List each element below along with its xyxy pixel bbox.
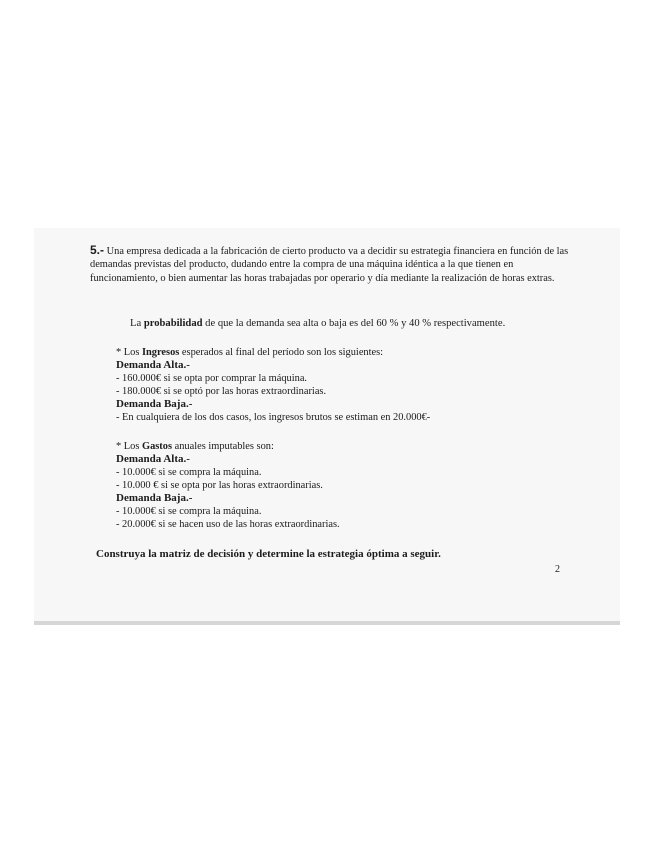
ingresos-baja-item: - En cualquiera de los dos casos, los ingresos brutos se estiman en 20.000€- (116, 412, 431, 423)
gastos-alta-item: - 10.000€ si se compra la máquina. (116, 467, 262, 478)
ingresos-lead-b: esperados al final del período son los siguientes: (179, 347, 384, 358)
gastos-lead (116, 440, 340, 453)
gastos-lead-b: anuales imputables son: (172, 441, 274, 452)
gastos-baja-item: - 10.000€ si se compra la máquina. (116, 506, 262, 517)
ingresos-baja-header: Demanda Baja.- (116, 398, 193, 410)
probability-text-a: La (130, 318, 144, 329)
problem-number: 5.- (90, 243, 105, 257)
problem-statement (90, 244, 570, 285)
gastos-baja-header: Demanda Baja.- (116, 492, 193, 504)
ingresos-lead-a: * Los (116, 347, 142, 358)
page-number: 2 (555, 564, 560, 575)
ingresos-alta-header: Demanda Alta.- (116, 359, 190, 371)
problem-intro (90, 244, 570, 285)
problem-intro-text: Una empresa dedicada a la fabricación de cierto producto va a decidir su estrategia financiera en función de las demandas previstas del producto, dudando entre la compra de una máquina idéntica a la que tienen en funcionamiento, o bien aumentar las horas trabajadas por operario y día mediante la realización de horas extras. (90, 246, 569, 284)
page-edge-shadow (34, 621, 620, 625)
ingresos-section (116, 346, 430, 424)
gastos-bold: Gastos (141, 441, 173, 452)
ingresos-alta-item: - 160.000€ si se opta por comprar la máquina. (116, 373, 308, 384)
probability-text-b: de que la demanda sea alta o baja es del 60 % y 40 % respectivamente. (202, 318, 506, 329)
ingresos-bold: Ingresos (141, 347, 180, 358)
gastos-section (116, 440, 340, 531)
scanned-page (34, 228, 620, 624)
ingresos-lead (116, 346, 430, 359)
gastos-baja-item: - 20.000€ si se hacen uso de las horas extraordinarias. (116, 519, 340, 530)
gastos-alta-item: - 10.000 € si se opta por las horas extraordinarias. (116, 480, 323, 491)
probability-bold: probabilidad (143, 318, 203, 329)
ingresos-alta-item: - 180.000€ si se optó por las horas extraordinarias. (116, 386, 327, 397)
probability-line (130, 318, 505, 329)
gastos-lead-a: * Los (116, 441, 142, 452)
final-question: Construya la matriz de decisión y determine la estrategia óptima a seguir. (96, 548, 441, 560)
gastos-alta-header: Demanda Alta.- (116, 453, 190, 465)
